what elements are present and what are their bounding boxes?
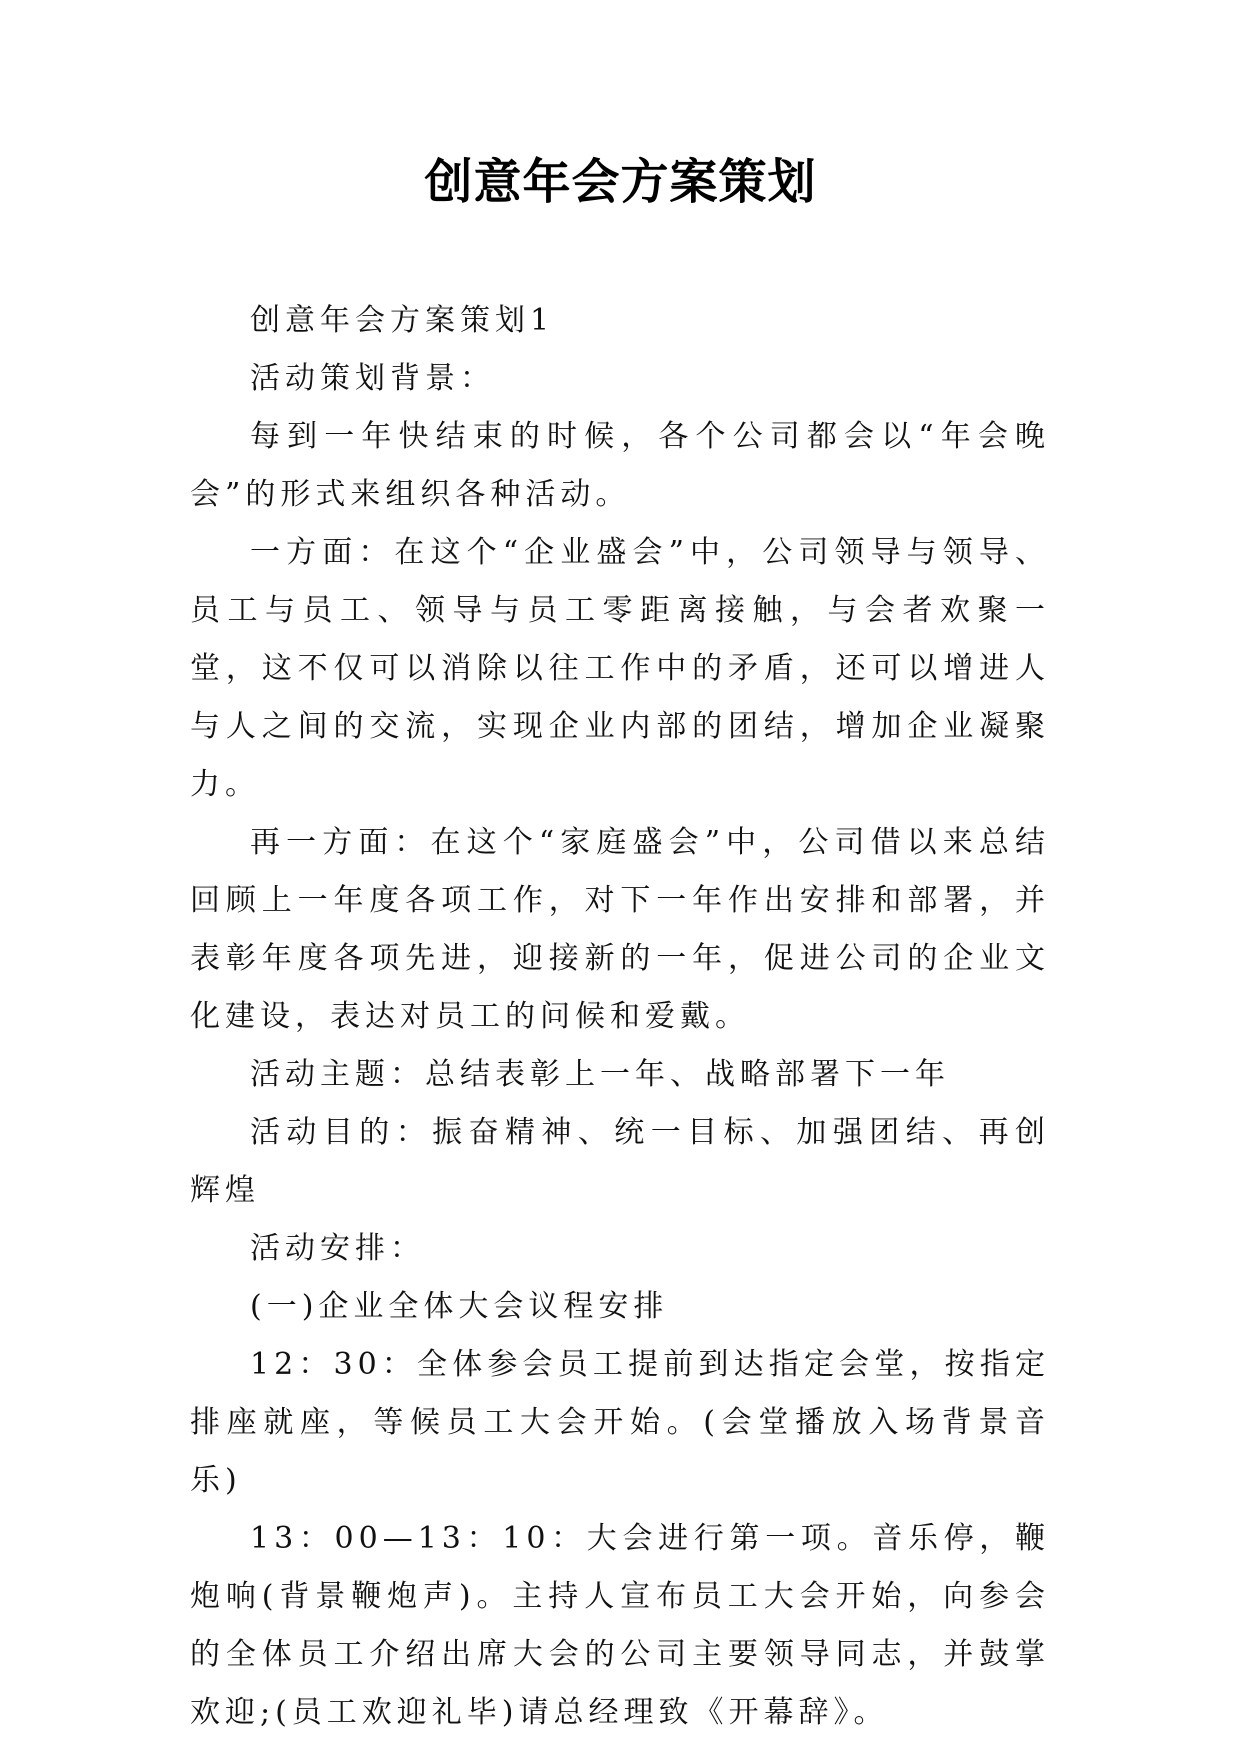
section-heading: 创意年会方案策划1 [250,303,555,338]
paragraph: 活动主题：总结表彰上一年、战略部署下一年 [250,1057,950,1092]
paragraph: 每到一年快结束的时候，各个公司都会以“年会晚会”的形式来组织各种活动。 [190,419,1050,512]
document-body [190,292,1050,1742]
document-title: 创意年会方案策划 [424,154,817,210]
paragraph: 13：00—13：10：大会进行第一项。音乐停，鞭炮响(背景鞭炮声)。主持人宣布员工大会开始，向参会的全体员工介绍出席大会的公司主要领导同志，并鼓掌欢迎;(员工欢迎礼毕)请总经理致《开幕辞》。 [190,1521,1050,1730]
paragraph: (一)企业全体大会议程安排 [250,1289,669,1324]
paragraph: 一方面：在这个“企业盛会”中，公司领导与领导、员工与员工、领导与员工零距离接触，与会者欢聚一堂，这不仅可以消除以往工作中的矛盾，还可以增进人与人之间的交流，实现企业内部的团结，增加企业凝聚力。 [190,535,1050,802]
paragraph: 活动策划背景： [250,361,495,396]
paragraph: 12：30：全体参会员工提前到达指定会堂，按指定排座就座，等候员工大会开始。(会堂播放入场背景音乐) [190,1347,1050,1498]
paragraph: 活动目的：振奋精神、统一目标、加强团结、再创辉煌 [190,1115,1050,1208]
paragraph: 再一方面：在这个“家庭盛会”中，公司借以来总结回顾上一年度各项工作，对下一年作出安排和部署，并表彰年度各项先进，迎接新的一年，促进公司的企业文化建设，表达对员工的问候和爱戴。 [190,825,1050,1034]
paragraph: 活动安排： [250,1231,425,1266]
